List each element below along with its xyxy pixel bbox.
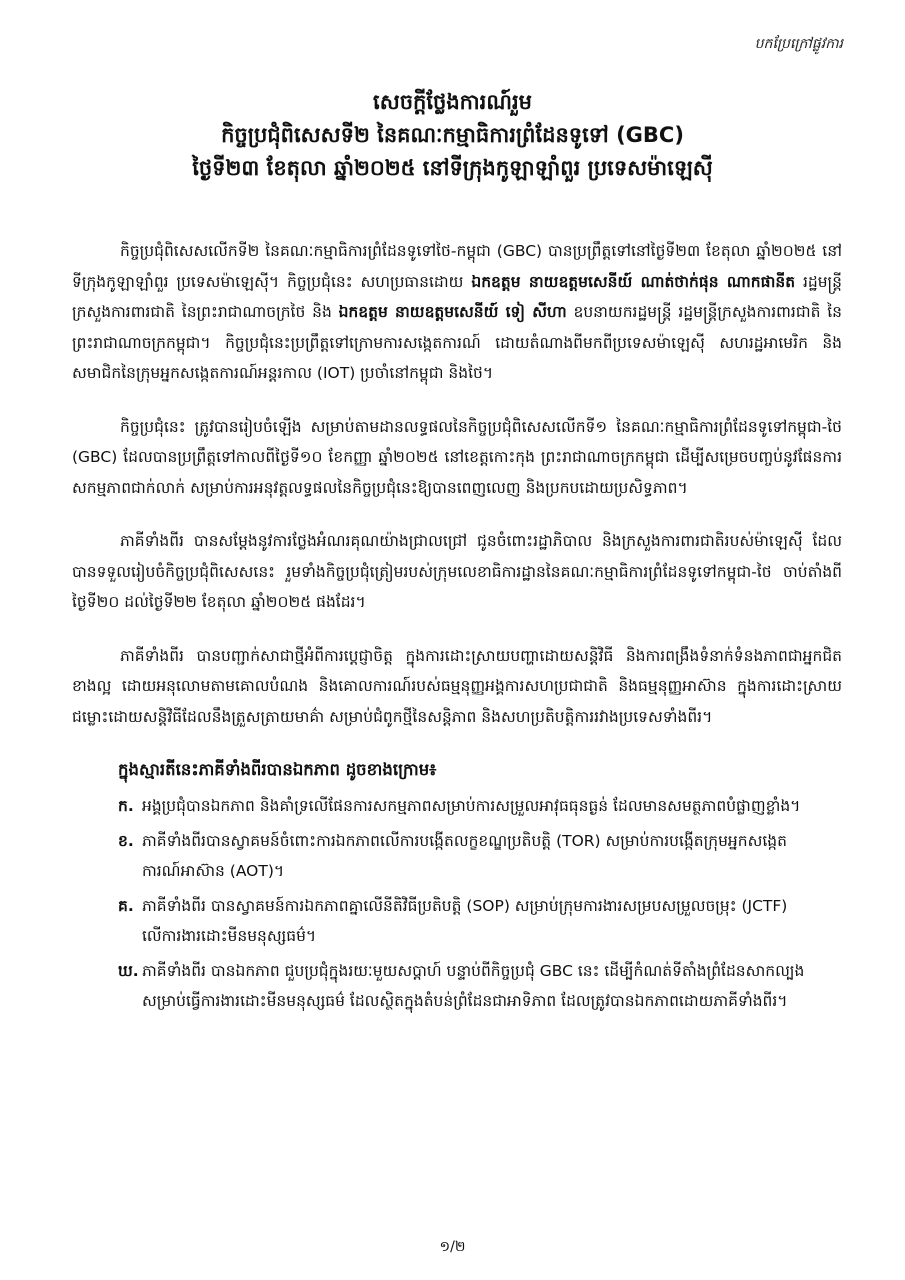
document-body	[72, 236, 842, 1021]
list-item-text: អង្គប្រជុំបានឯកភាព និងគាំទ្រលើផែនការសកម្មភាពសម្រាប់ការសម្រួលអាវុធធុនធ្ងន់ ដែលមានសមត្ថភាពបំផ្លាញខ្លាំង។	[142, 797, 801, 815]
list-item	[118, 956, 842, 1017]
page-number: ១/២	[439, 1239, 466, 1255]
list-item-text: ភាគីទាំងពីរ បានឯកភាព ជួបប្រជុំក្នុងរយៈមួយសប្តាហ៍ បន្ទាប់ពីកិច្ចប្រជុំ GBC នេះ ដើម្បីកំណត់ទីតាំងព្រំដែនសាកល្បងសម្រាប់ធ្វើការងារដោះមីនមនុស្សធម៌ ដែលស្ថិតក្នុងតំបន់ព្រំដែនជាអាទិភាព ដែលត្រូវបានឯកភាពដោយភាគីទាំងពីរ។	[142, 961, 805, 1010]
list-item-label: ឃ.	[118, 961, 139, 980]
list-item	[118, 791, 842, 822]
list-item-text: ភាគីទាំងពីរ បានស្វាគមន៍ការឯកភាពគ្នាលើនីតិវិធីប្រតិបត្តិ (SOP) សម្រាប់ក្រុមការងារសម្របសម្រួលចម្រុះ (JCTF) លើការងារដោះមីនមនុស្សធម៌។	[142, 896, 788, 945]
unofficial-translation-note: បកប្រែក្រៅផ្លូវការ	[754, 36, 843, 52]
title-meeting-name: កិច្ចប្រជុំពិសេសទី២ នៃគណៈកម្មាធិការព្រំដែនទូទៅ (GBC)	[221, 123, 684, 147]
thai-co-chair-name: ឯកឧត្តម នាយឧត្តមសេនីយ៍ ណាត់ថាក់ផុន ណាកផានីត	[471, 272, 796, 291]
paragraph-3: ភាគីទាំងពីរ បានសម្តែងនូវការថ្លែងអំណរគុណយ៉ាងជ្រាលជ្រៅ ជូនចំពោះរដ្ឋាភិបាល និងក្រសួងការពារជាតិរបស់ម៉ាឡេស៊ី ដែលបានទទួលរៀបចំកិច្ចប្រជុំពិសេសនេះ រួមទាំងកិច្ចប្រជុំត្រៀមរបស់ក្រុមលេខាធិការដ្ឋាននៃគណៈកម្មាធិការព្រំដែនទូទៅកម្ពុជា-ថៃ ចាប់តាំងពីថ្ងៃទី២០ ដល់ថ្ងៃទី២២ ខែតុលា ឆ្នាំ២០២៥ ផងដែរ។	[72, 532, 842, 611]
cambodian-co-chair-name: ឯកឧត្តម នាយឧត្តមសេនីយ៍ ទៀ សីហា	[338, 303, 567, 321]
paragraph-1-text-c: រដ្ឋមន្ត្រីក្រសួងការពារជាតិ នៃព្រះរាជាណាចក្រថៃ និង	[72, 272, 842, 321]
list-item-label: គ.	[118, 896, 134, 915]
paragraph-1	[72, 236, 842, 389]
list-item-label: ក.	[118, 797, 134, 815]
paragraph-1-text-e: ឧបនាយករដ្ឋមន្ត្រី រដ្ឋមន្ត្រីក្រសួងការពារជាតិ នៃព្រះរាជាណាចក្រកម្ពុជា។ កិច្ចប្រជុំនេះប្រព្រឹត្តទៅក្រោមការសង្កេតការណ៍ ដោយតំណាងពីមកពីប្រទេសម៉ាឡេស៊ី សហរដ្ឋអាមេរិក និងសមាជិកនៃក្រុមអ្នកសង្កេតការណ៍អន្តរកាល (IOT) ប្រចាំនៅកម្ពុជា និងថៃ។	[72, 303, 842, 382]
list-item	[118, 826, 842, 887]
paragraph-1-text-a: កិច្ចប្រជុំពិសេសលើកទី២ នៃគណៈកម្មាធិការព្រំដែនទូទៅថៃ-កម្ពុជា (GBC) បានប្រព្រឹត្តទៅនៅថ្ងៃទី២៣ ខែតុលា ឆ្នាំ២០២៥ នៅទីក្រុងកូឡាឡាំពួរ ប្រទេសម៉ាឡេស៊ី។ កិច្ចប្រជុំនេះ សហប្រធានដោយ	[72, 242, 842, 291]
paragraph-4: ភាគីទាំងពីរ បានបញ្ជាក់សាជាថ្មីអំពីការប្តេជ្ញាចិត្ត ក្នុងការដោះស្រាយបញ្ហាដោយសន្តិវិធី និងការពង្រឹងទំនាក់ទំនងភាពជាអ្នកជិតខាងល្អ ដោយអនុលោមតាមគោលបំណង និងគោលការណ៍របស់ធម្មនុញ្ញអង្គការសហប្រជាជាតិ និងធម្មនុញ្ញអាស៊ាន ក្នុងការដោះស្រាយជម្លោះដោយសន្តិវិធីដែលនឹងត្រួសត្រាយមាគ៌ា សម្រាប់ជំពូកថ្មីនៃសន្តិភាព និងសហប្រតិបត្តិការរវាងប្រទេសទាំងពីរ។	[72, 646, 842, 726]
list-item	[118, 891, 842, 952]
agreement-section-heading: ក្នុងស្មារតីនេះភាគីទាំងពីរបានឯកភាព ដូចខាងក្រោម៖	[118, 760, 437, 779]
list-item-label: ខ.	[118, 831, 134, 850]
list-item-text: ភាគីទាំងពីរបានស្វាគមន៍ចំពោះការឯកភាពលើការបង្កើតលក្ខខណ្ឌប្រតិបត្តិ (TOR) សម្រាប់ការបង្កើតក្រុមអ្នកសង្កេតការណ៍អាស៊ាន (AOT)។	[142, 831, 787, 880]
title-joint-statement: សេចក្តីថ្លែងការណ៍រួម	[373, 90, 532, 114]
title-date-location: ថ្ងៃទី២៣ ខែតុលា ឆ្នាំ២០២៥ នៅទីក្រុងកូឡាឡាំពួរ ប្រទេសម៉ាឡេស៊ី	[192, 156, 713, 180]
paragraph-2: កិច្ចប្រជុំនេះ ត្រូវបានរៀបចំឡើង សម្រាប់តាមដានលទ្ធផលនៃកិច្ចប្រជុំពិសេសលើកទី១ នៃគណៈកម្មាធិការព្រំដែនទូទៅកម្ពុជា-ថៃ (GBC) ដែលបានប្រព្រឹត្តទៅកាលពីថ្ងៃទី១០ ខែកញ្ញា ឆ្នាំ២០២៥ នៅខេត្តកោះកុង ព្រះរាជាណាចក្រកម្ពុជា ដើម្បីសម្រេចបញ្ចប់នូវផែនការសកម្មភាពជាក់លាក់ សម្រាប់ការអនុវត្តលទ្ធផលនៃកិច្ចប្រជុំនេះឱ្យបានពេញលេញ និងប្រកបដោយប្រសិទ្ធភាព។	[72, 417, 842, 497]
document-title-block	[60, 86, 845, 185]
